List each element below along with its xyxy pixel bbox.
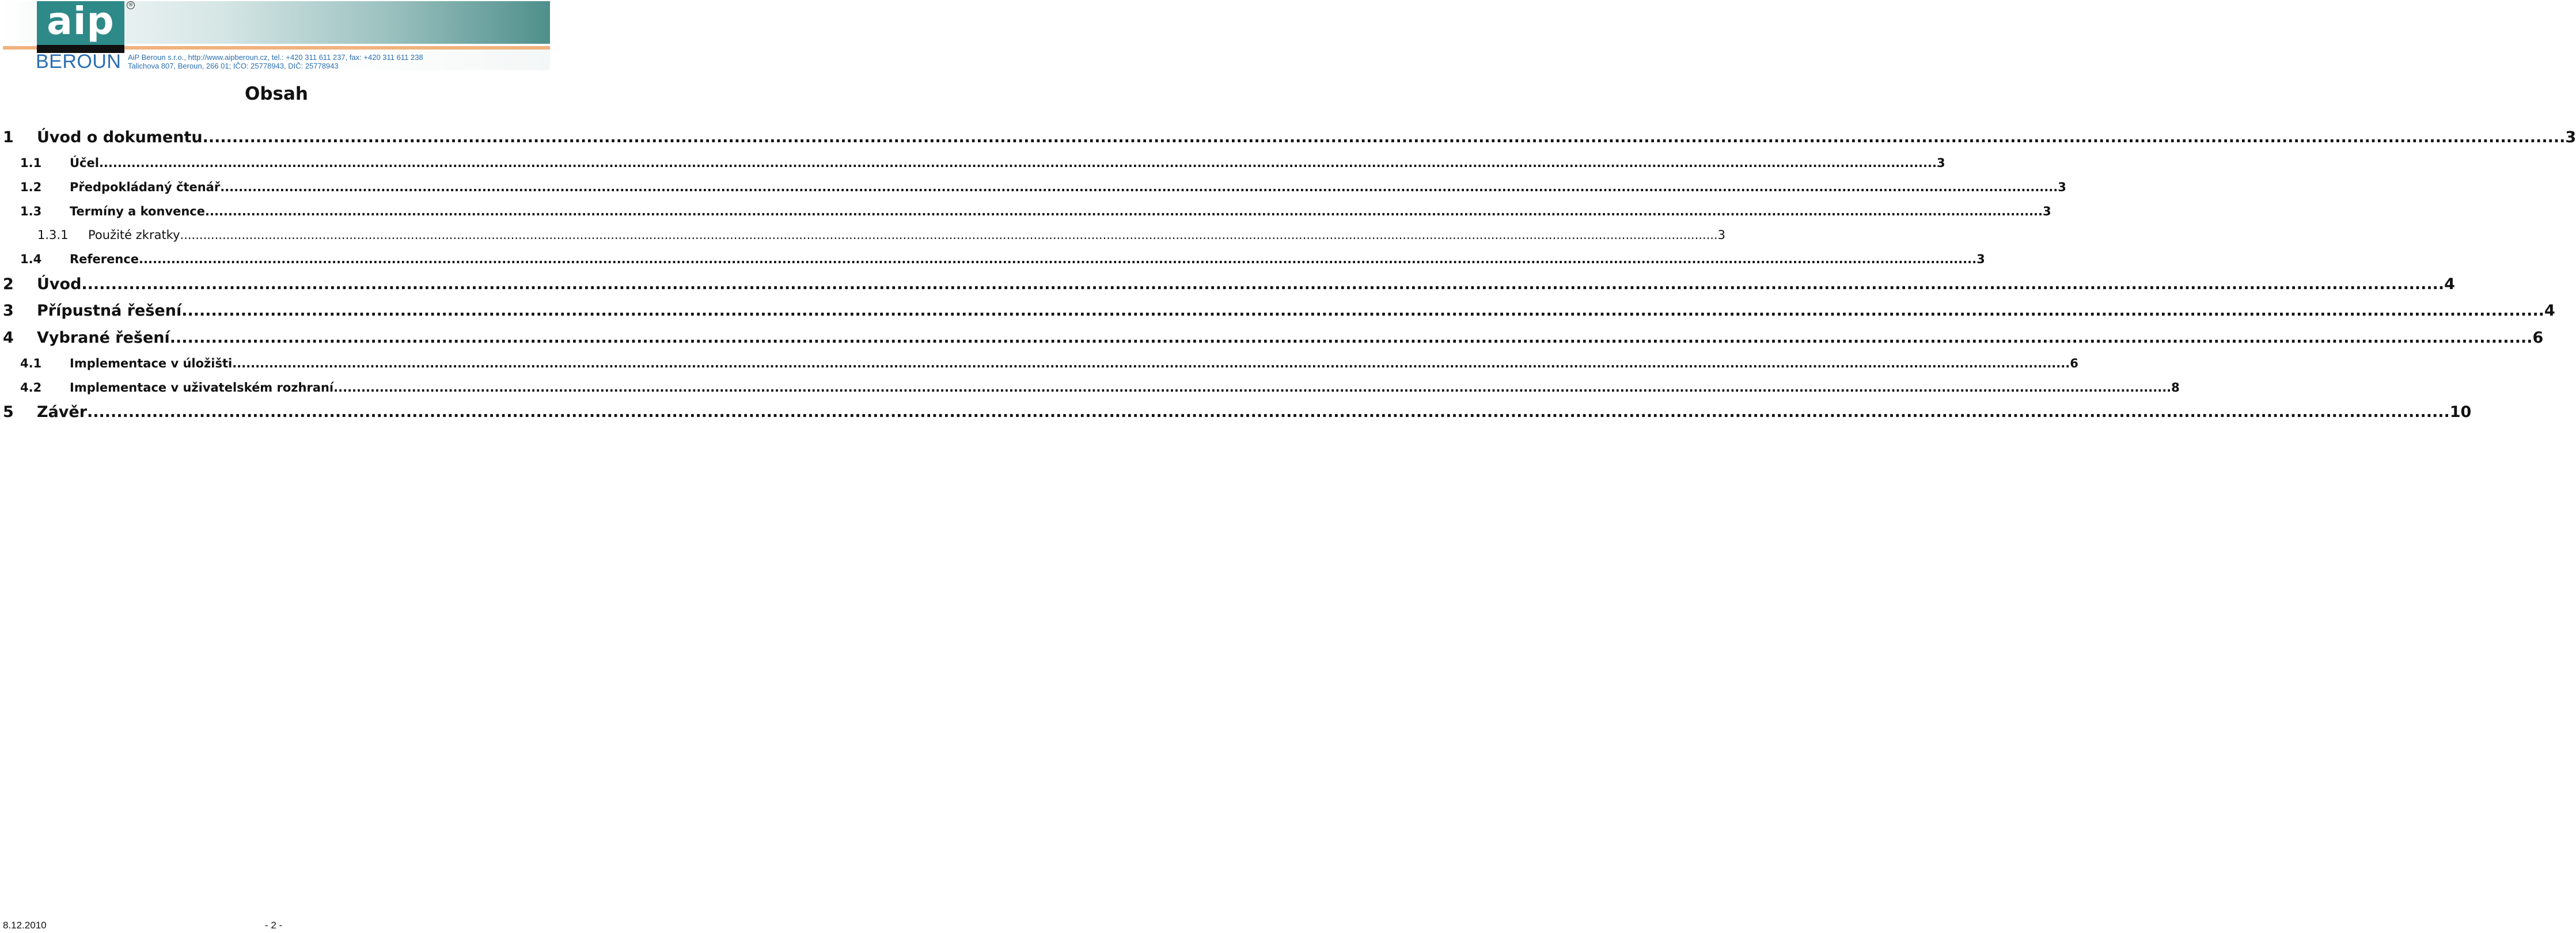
- toc-entry[interactable]: [20, 154, 1945, 172]
- logo-aip-text: aip: [37, 1, 124, 45]
- toc-entry[interactable]: [20, 355, 2078, 372]
- toc-entry-page: 3: [1717, 228, 1726, 242]
- toc-entry-page: 4: [2544, 302, 2555, 320]
- toc-dot-leader: ................................................................................................................................................................................................................................................................................................................................................................................................................: [181, 302, 2544, 320]
- toc-entry-title: Úvod o dokumentu: [37, 128, 203, 146]
- toc-dot-leader: ................................................................................................................................................................................................................................................................................................................................................................................................................: [232, 356, 2070, 370]
- toc-entry-page: 3: [2565, 128, 2576, 146]
- toc-entry-page: 3: [2043, 204, 2051, 218]
- toc-entry-number: 4: [3, 329, 14, 347]
- toc-entry-title: Použité zkratky: [88, 228, 180, 242]
- toc-entry-page: 4: [2444, 275, 2455, 293]
- toc-dot-leader: ................................................................................................................................................................................................................................................................................................................................................................................................................: [169, 329, 2533, 347]
- toc-entry[interactable]: [20, 379, 2180, 396]
- toc-entry-title: Implementace v uživatelském rozhraní: [70, 381, 334, 395]
- toc-entry-page: 3: [1976, 252, 1985, 266]
- page-header: [0, 0, 553, 75]
- company-info: [128, 53, 423, 70]
- toc-entry-number: 1.1: [20, 156, 42, 170]
- toc-entry-page: 10: [2449, 403, 2472, 421]
- toc-dot-leader: ................................................................................................................................................................................................................................................................................................................................................................................................................: [180, 228, 1718, 242]
- toc-dot-leader: ................................................................................................................................................................................................................................................................................................................................................................................................................: [139, 252, 1977, 266]
- toc-entry-title: Předpokládaný čtenář: [70, 180, 221, 194]
- registered-mark-icon: ®: [127, 1, 135, 9]
- toc-entry[interactable]: [20, 203, 2051, 220]
- company-info-line-1: AiP Beroun s.r.o., http://www.aipberoun.cz, tel.: +420 311 611 237, fax: +420 311 611 238: [128, 53, 423, 62]
- toc-entry[interactable]: [3, 274, 2455, 295]
- toc-entry[interactable]: [3, 127, 2576, 149]
- toc-entry-number: 5: [3, 403, 14, 421]
- toc-entry-number: 1.3: [20, 204, 42, 218]
- toc-entry-title: Reference: [70, 252, 139, 266]
- toc-entry-title: Přípustná řešení: [37, 302, 182, 320]
- toc-entry-page: 6: [2532, 329, 2544, 347]
- toc-entry-number: 2: [3, 275, 14, 293]
- page-title: Obsah: [245, 84, 308, 104]
- toc-entry-title: Závěr: [37, 403, 88, 421]
- toc-dot-leader: ................................................................................................................................................................................................................................................................................................................................................................................................................: [202, 128, 2566, 146]
- toc-entry-title: Účel: [70, 156, 99, 170]
- toc-entry[interactable]: [37, 226, 1726, 244]
- toc-entry-page: 8: [2171, 381, 2180, 395]
- company-logo: [36, 0, 134, 73]
- toc-entry-title: Implementace v úložišti: [70, 356, 233, 370]
- toc-entry-number: 1: [3, 128, 14, 146]
- toc-entry-page: 3: [1936, 156, 1945, 170]
- toc-entry-number: 3: [3, 302, 14, 320]
- toc-entry[interactable]: [3, 300, 2555, 322]
- footer-date: 8.12.2010: [3, 920, 47, 931]
- toc-dot-leader: ................................................................................................................................................................................................................................................................................................................................................................................................................: [333, 381, 2172, 395]
- toc-entry-page: 3: [2058, 180, 2066, 194]
- company-info-line-2: Talichova 807, Beroun, 266 01; IČO: 25778943, DIČ: 25778943: [128, 62, 339, 70]
- toc-dot-leader: ................................................................................................................................................................................................................................................................................................................................................................................................................: [98, 156, 1937, 170]
- toc-entry-title: Vybrané řešení: [37, 329, 170, 347]
- footer-page-number: - 2 -: [265, 920, 283, 931]
- toc-entry-title: Úvod: [37, 275, 82, 293]
- toc-entry-number: 4.2: [20, 381, 42, 395]
- toc-entry-number: 4.1: [20, 356, 42, 370]
- toc-entry-title: Termíny a konvence: [70, 204, 205, 218]
- toc-dot-leader: ................................................................................................................................................................................................................................................................................................................................................................................................................: [205, 204, 2043, 218]
- logo-beroun-text: BEROUN: [36, 51, 122, 73]
- toc-entry-page: 6: [2070, 356, 2078, 370]
- toc-dot-leader: ................................................................................................................................................................................................................................................................................................................................................................................................................: [87, 403, 2450, 421]
- toc-entry-number: 1.4: [20, 252, 42, 266]
- toc-dot-leader: ................................................................................................................................................................................................................................................................................................................................................................................................................: [81, 275, 2445, 293]
- toc-entry[interactable]: [3, 401, 2472, 423]
- toc-entry[interactable]: [3, 327, 2544, 349]
- toc-entry-number: 1.2: [20, 180, 42, 194]
- toc-entry[interactable]: [20, 179, 2066, 196]
- toc-entry[interactable]: [20, 251, 1985, 268]
- toc-dot-leader: ................................................................................................................................................................................................................................................................................................................................................................................................................: [220, 180, 2058, 194]
- toc-entry-number: 1.3.1: [37, 228, 69, 242]
